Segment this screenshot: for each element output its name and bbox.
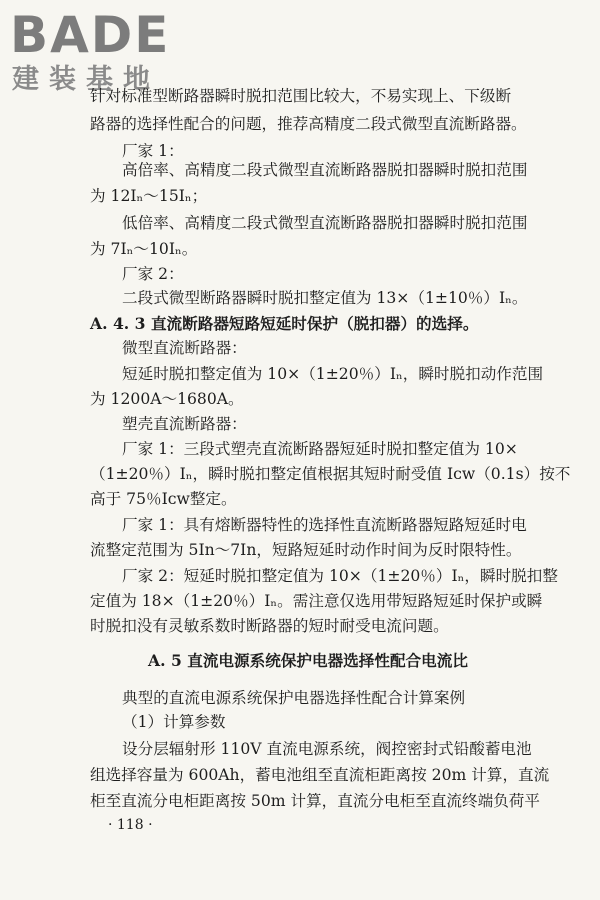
paragraph-line: 塑壳直流断路器： xyxy=(122,415,247,433)
paragraph-line: 高倍率、高精度二段式微型直流断路器脱扣器瞬时脱扣范围 xyxy=(122,161,528,179)
paragraph-line: 二段式微型断路器瞬时脱扣整定值为 13×（1±10％）Iₙ。 xyxy=(122,289,528,307)
paragraph-line: 为 12Iₙ～15Iₙ； xyxy=(90,187,208,205)
paragraph-line: 柜至直流分电柜距离按 50m 计算，直流分电柜至直流终端负荷平 xyxy=(90,792,540,810)
paragraph-line: 设分层辐射形 110V 直流电源系统，阀控密封式铅酸蓄电池 xyxy=(122,740,532,758)
paragraph-line: 微型直流断路器： xyxy=(122,339,247,357)
paragraph-line: 为 7Iₙ～10Iₙ。 xyxy=(90,240,198,258)
paragraph-line: 时脱扣没有灵敏系数时断路器的短时耐受电流问题。 xyxy=(90,617,449,635)
paragraph-line: 厂家 2： xyxy=(122,265,184,283)
paragraph-line: （1）计算参数 xyxy=(122,713,226,731)
paragraph-line: 定值为 18×（1±20％）Iₙ。需注意仅选用带短路短延时保护或瞬 xyxy=(90,592,543,610)
paragraph-line: 针对标准型断路器瞬时脱扣范围比较大，不易实现上、下级断 xyxy=(90,87,512,105)
paragraph-line: 低倍率、高精度二段式微型直流断路器脱扣器瞬时脱扣范围 xyxy=(122,214,528,232)
paragraph-line: 组选择容量为 600Ah，蓄电池组至直流柜距离按 20m 计算，直流 xyxy=(90,766,550,784)
paragraph-line: 为 1200A～1680A。 xyxy=(90,390,244,408)
logo-subtitle: 建装基地 xyxy=(12,64,160,95)
paragraph-line: 厂家 1：具有熔断器特性的选择性直流断路器短路短延时电 xyxy=(122,516,527,534)
paragraph-line: 典型的直流电源系统保护电器选择性配合计算案例 xyxy=(122,689,466,707)
paragraph-line: 厂家 1：三段式塑壳直流断路器短延时脱扣整定值为 10× xyxy=(122,440,518,458)
section-heading-a43: A. 4. 3 直流断路器短路短延时保护（脱扣器）的选择。 xyxy=(90,314,479,333)
paragraph-line: 厂家 1： xyxy=(122,142,184,160)
paragraph-line: 高于 75％Iᴄᴡ整定。 xyxy=(90,490,237,508)
paragraph-line: （1±20％）Iₙ，瞬时脱扣整定值根据其短时耐受值 Iᴄᴡ（0.1s）按不 xyxy=(90,465,571,483)
logo-wordmark: BADE xyxy=(10,6,171,64)
section-heading-a5: A. 5 直流电源系统保护电器选择性配合电流比 xyxy=(148,651,468,670)
paragraph-line: 路器的选择性配合的问题，推荐高精度二段式微型直流断路器。 xyxy=(90,115,527,133)
paragraph-line: 流整定范围为 5In～7In，短路短延时动作时间为反时限特性。 xyxy=(90,541,522,559)
paragraph-line: 厂家 2：短延时脱扣整定值为 10×（1±20％）Iₙ，瞬时脱扣整 xyxy=(122,567,558,585)
paragraph-line: 短延时脱扣整定值为 10×（1±20％）Iₙ，瞬时脱扣动作范围 xyxy=(122,365,544,383)
page-number: · 118 · xyxy=(108,817,153,833)
